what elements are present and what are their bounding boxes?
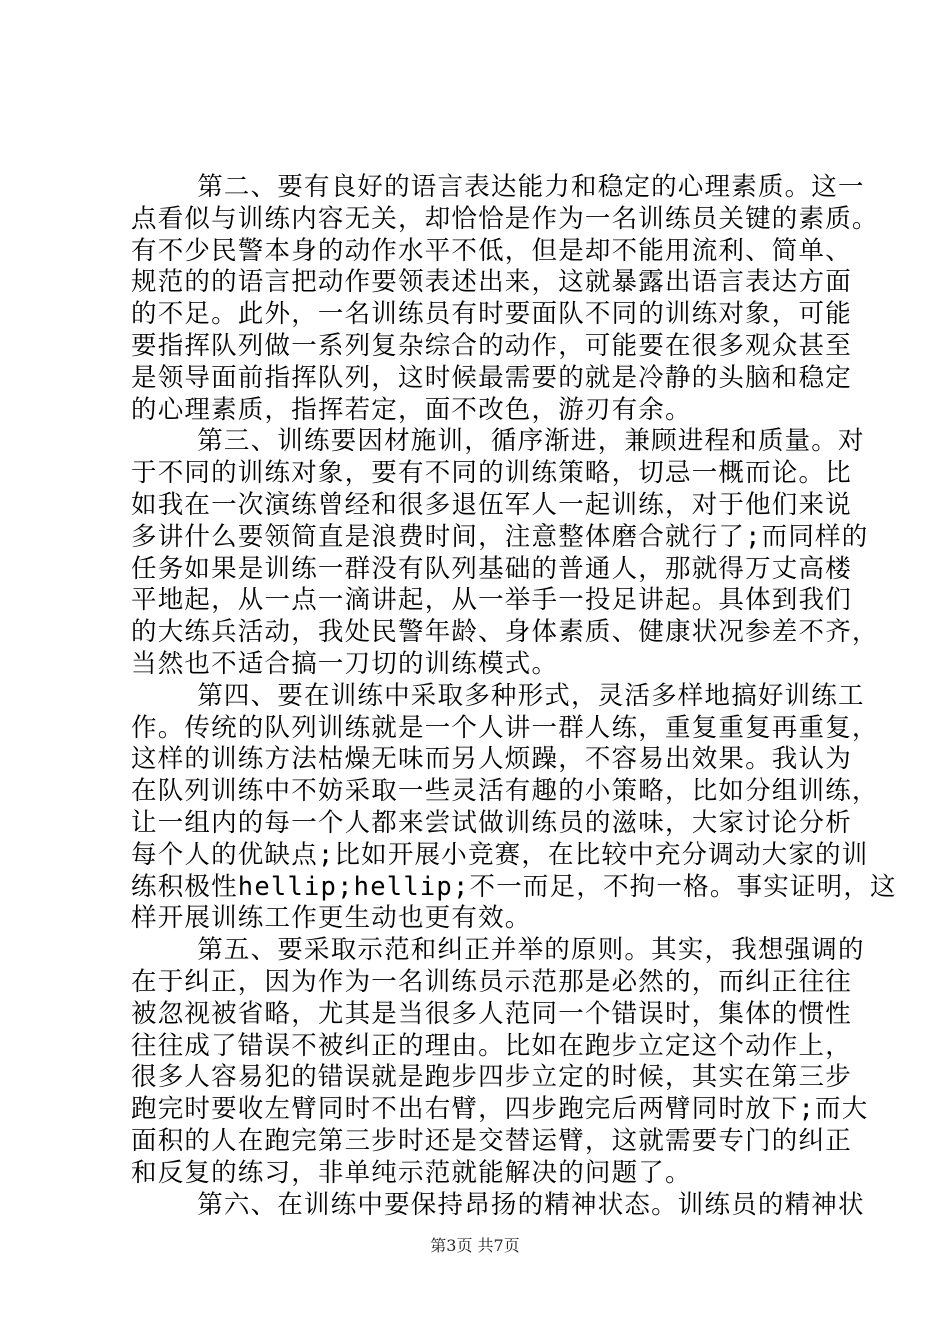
text-line: 要指挥队列做一系列复杂综合的动作，可能要在很多观众甚至: [131, 330, 852, 361]
text-line: 面积的人在跑完第三步时还是交替运臂，这就需要专门的纠正: [131, 1125, 852, 1156]
text-line: 点看似与训练内容无关，却恰恰是作为一名训练员关键的素质。: [131, 203, 879, 234]
text-line: 第三、训练要因材施训，循序渐进，兼顾进程和质量。对: [131, 426, 865, 457]
text-line: 练积极性hellip;hellip;不一而足，不拘一格。事实证明，这: [131, 871, 897, 902]
text-line: 平地起，从一点一滴讲起，从一举手一投足讲起。具体到我们: [131, 585, 852, 616]
text-line: 有不少民警本身的动作水平不低，但是却不能用流利、简单、: [131, 235, 852, 266]
text-line: 的心理素质，指挥若定，面不改色，游刃有余。: [131, 394, 692, 425]
text-line: 在队列训练中不妨采取一些灵活有趣的小策略，比如分组训练，: [131, 776, 879, 807]
text-line: 是领导面前指挥队列，这时候最需要的就是冷静的头脑和稳定: [131, 362, 852, 393]
page-indicator: 第3页 共7页: [430, 1236, 520, 1255]
text-line: 任务如果是训练一群没有队列基础的普通人，那就得万丈高楼: [131, 553, 852, 584]
text-line: 的大练兵活动，我处民警年龄、身体素质、健康状况参差不齐，: [131, 617, 879, 648]
text-line: 的不足。此外，一名训练员有时要面队不同的训练对象，可能: [131, 299, 852, 330]
text-line: 作。传统的队列训练就是一个人讲一群人练，重复重复再重复，: [131, 712, 879, 743]
text-line: 和反复的练习，非单纯示范就能解决的问题了。: [131, 1157, 692, 1188]
text-line: 跑完时要收左臂同时不出右臂，四步跑完后两臂同时放下;而大: [131, 1094, 869, 1125]
document-body: [131, 172, 897, 1221]
text-line: 这样的训练方法枯燥无味而另人烦躁，不容易出效果。我认为: [131, 744, 852, 775]
text-line: 多讲什么要领简直是浪费时间，注意整体磨合就行了;而同样的: [131, 521, 869, 552]
text-line: 如我在一次演练曾经和很多退伍军人一起训练，对于他们来说: [131, 489, 852, 520]
text-line: 很多人容易犯的错误就是跑步四步立定的时候，其实在第三步: [131, 1062, 852, 1093]
text-line: 在于纠正，因为作为一名训练员示范那是必然的，而纠正往往: [131, 966, 852, 997]
text-line: 每个人的优缺点;比如开展小竞赛，在比较中充分调动大家的训: [131, 839, 869, 870]
text-line: 第五、要采取示范和纠正并举的原则。其实，我想强调的: [131, 935, 865, 966]
text-line: 第六、在训练中要保持昂扬的精神状态。训练员的精神状: [131, 1189, 865, 1220]
text-line: 规范的的语言把动作要领表述出来，这就暴露出语言表达方面: [131, 267, 852, 298]
text-line: 第二、要有良好的语言表达能力和稳定的心理素质。这一: [131, 172, 865, 202]
text-line: 被忽视被省略，尤其是当很多人范同一个错误时，集体的惯性: [131, 998, 852, 1029]
text-line: 第四、要在训练中采取多种形式，灵活多样地搞好训练工: [131, 680, 865, 711]
text-line: 当然也不适合搞一刀切的训练模式。: [131, 648, 559, 679]
text-line: 往往成了错误不被纠正的理由。比如在跑步立定这个动作上，: [131, 1030, 852, 1061]
text-line: 样开展训练工作更生动也更有效。: [131, 903, 532, 934]
text-line: 于不同的训练对象，要有不同的训练策略，切忌一概而论。比: [131, 458, 852, 489]
text-line: 让一组内的每一个人都来尝试做训练员的滋味，大家讨论分析: [131, 807, 852, 838]
